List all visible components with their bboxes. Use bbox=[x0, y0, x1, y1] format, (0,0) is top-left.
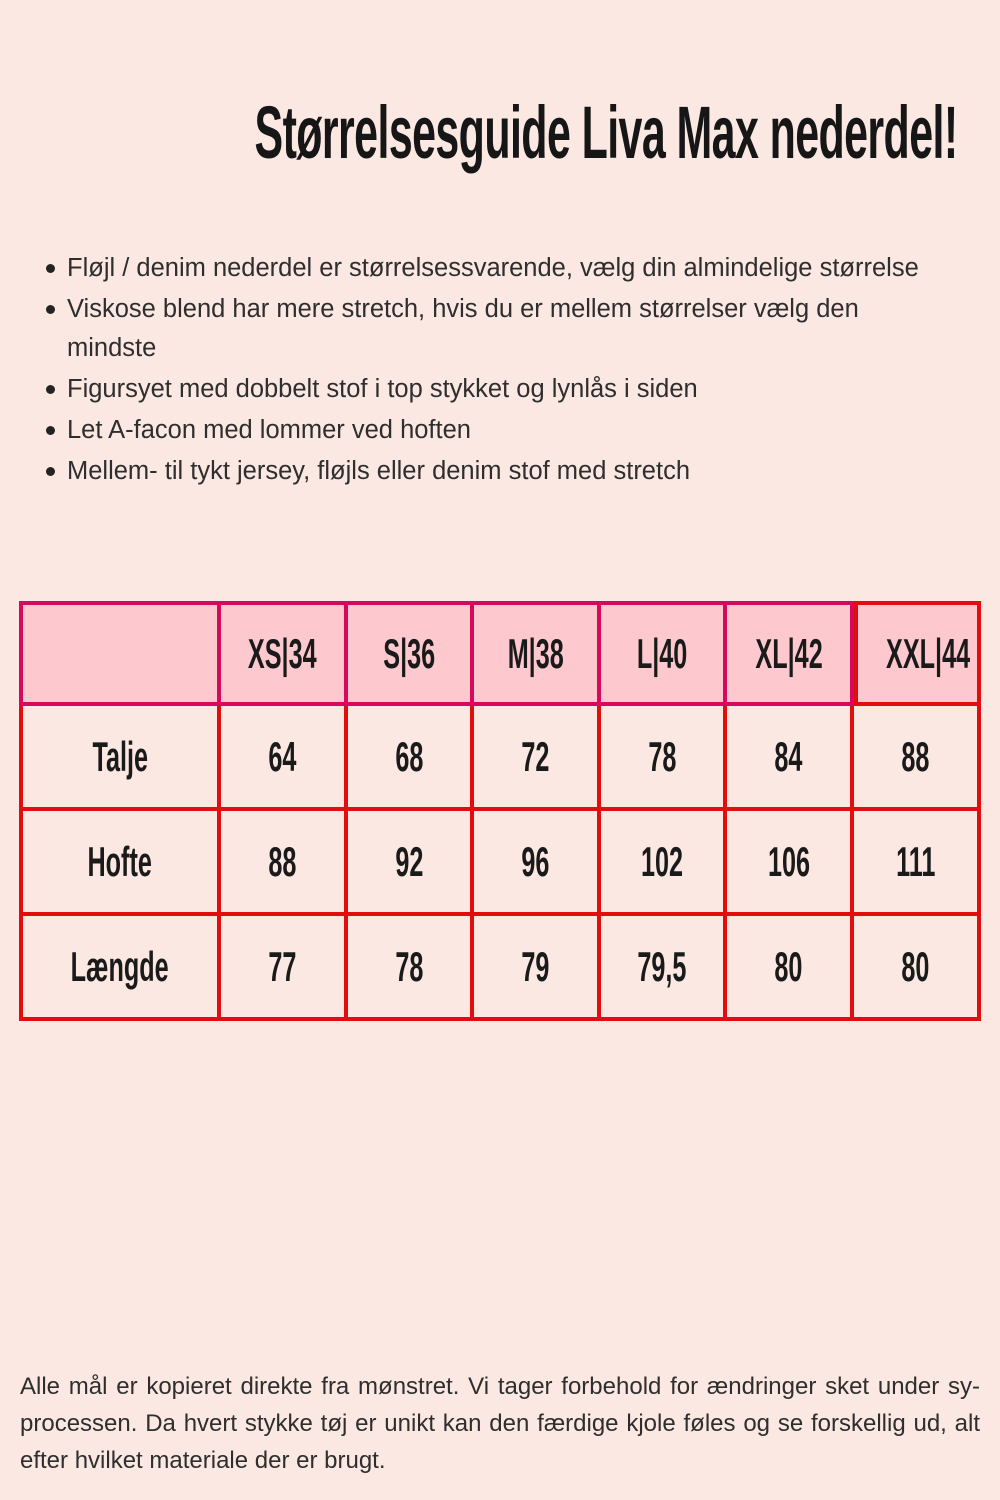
measurement-value: 102 bbox=[601, 811, 728, 916]
measurement-label: Hofte bbox=[19, 811, 221, 916]
size-column-header: L|40 bbox=[601, 601, 728, 706]
measurement-value: 88 bbox=[221, 811, 348, 916]
table-row-talje bbox=[19, 706, 981, 811]
measurement-value: 64 bbox=[221, 706, 348, 811]
size-column-header: XXL|44 bbox=[854, 601, 981, 706]
measurement-value: 77 bbox=[221, 916, 348, 1021]
measurement-value: 80 bbox=[727, 916, 854, 1021]
size-column-header: M|38 bbox=[474, 601, 601, 706]
measurement-label: Længde bbox=[19, 916, 221, 1021]
measurement-value: 78 bbox=[348, 916, 475, 1021]
feature-item: Viskose blend har mere stretch, hvis du er mellem størrelser vælg den mindste bbox=[45, 290, 940, 368]
table-row-hofte bbox=[19, 811, 981, 916]
page-title bbox=[0, 91, 1000, 174]
feature-list bbox=[45, 249, 940, 493]
size-column-header: S|36 bbox=[348, 601, 475, 706]
table-corner-cell bbox=[19, 601, 221, 706]
size-table-header-row bbox=[19, 601, 981, 706]
measurement-value: 96 bbox=[474, 811, 601, 916]
measurement-value: 79,5 bbox=[601, 916, 728, 1021]
measurement-value: 80 bbox=[854, 916, 981, 1021]
feature-item: Let A-facon med lommer ved hoften bbox=[45, 411, 940, 450]
size-column-header: XS|34 bbox=[221, 601, 348, 706]
disclaimer-text: Alle mål er kopieret direkte fra mønstret. Vi tager forbehold for ændringer sket under sy-processen. Da hvert stykke tøj er unikt kan den færdige kjole føles og se forskellig ud, alt efter hvilket materiale der er brugt. bbox=[20, 1373, 980, 1474]
table-row-laengde bbox=[19, 916, 981, 1021]
measurement-value: 84 bbox=[727, 706, 854, 811]
measurement-value: 72 bbox=[474, 706, 601, 811]
measurement-value: 79 bbox=[474, 916, 601, 1021]
feature-item: Fløjl / denim nederdel er størrelsessvarende, vælg din almindelige størrelse bbox=[45, 249, 940, 288]
measurement-value: 106 bbox=[727, 811, 854, 916]
page-title-text: Størrelsesguide Liva Max nederdel! bbox=[254, 91, 958, 174]
measurement-value: 78 bbox=[601, 706, 728, 811]
size-column-header: XL|42 bbox=[727, 601, 854, 706]
feature-item: Mellem- til tykt jersey, fløjls eller denim stof med stretch bbox=[45, 452, 940, 491]
size-table bbox=[19, 601, 981, 1021]
measurement-label: Talje bbox=[19, 706, 221, 811]
feature-item: Figursyet med dobbelt stof i top stykket og lynlås i siden bbox=[45, 370, 940, 409]
measurement-value: 111 bbox=[854, 811, 981, 916]
measurement-value: 68 bbox=[348, 706, 475, 811]
measurement-value: 92 bbox=[348, 811, 475, 916]
measurement-value: 88 bbox=[854, 706, 981, 811]
